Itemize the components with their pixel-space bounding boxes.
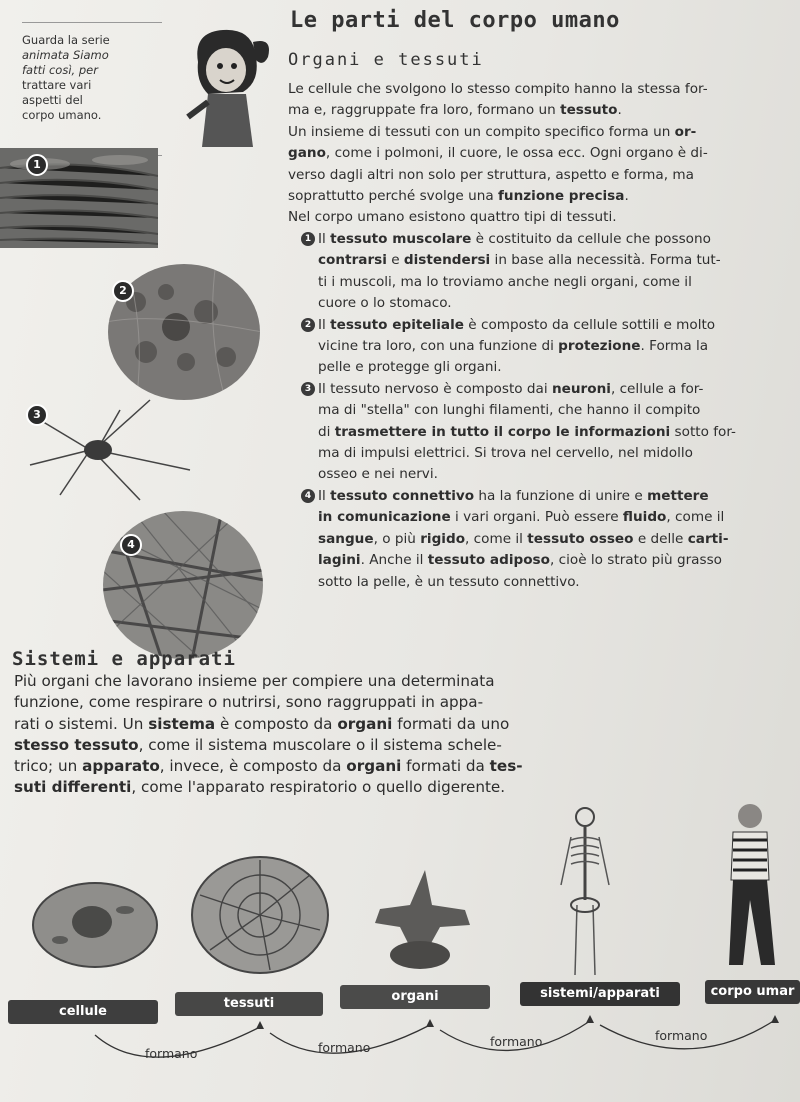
callout-line: fatti così, per [22,63,98,77]
text-line: Più organi che lavorano insieme per compiere una determinata [14,672,495,690]
photo-number-badge: 1 [26,154,48,176]
flow-tag-cells: cellule [8,1000,158,1024]
photo-number-badge: 3 [26,404,48,426]
skeleton-illustration [555,805,615,985]
tissue-number: 3 [301,382,315,396]
callout-line: corpo umano. [22,108,102,122]
tissue-illustration [190,855,330,975]
tissue-connective: 4 Il tessuto connettivo ha la funzione di unire e mettere in comunicazione i vari organi. Può essere fluido, come il sangue, o più rigido, come il tessuto osseo e delle carti- lagini. Anche il tessuto adiposo, cioè lo strato più grasso sotto la pelle, è un tessuto connettivo. [318,486,788,593]
text-line: rati o sistemi. Un sistema è composto da organi formati da uno [14,714,510,733]
photo-number-badge: 4 [120,534,142,556]
tissue-muscle: 1 Il tessuto muscolare è costituito da cellule che possono contrarsi e distendersi in base alla necessità. Forma tut- ti i muscoli, ma lo troviamo anche negli organi, come il cuore o lo stomaco. [318,229,788,315]
text-line: Le cellule che svolgono lo stesso compito hanno la stessa for- [288,81,708,97]
connective-tissue-photo [102,510,264,660]
callout-line: Guarda la serie [22,33,110,47]
tissue-number: 1 [301,232,315,246]
flow-tag-systems: sistemi/apparati [520,982,680,1006]
text-line: stesso tessuto, come il sistema muscolare o il sistema schele- [14,735,502,754]
muscle-tissue-photo [0,148,158,248]
flow-label-formano: formano [318,1040,371,1055]
text-line: trico; un apparato, invece, è composto da organi formati da tes- [14,757,523,776]
page-title: Le parti del corpo umano [290,8,620,33]
text-line: Un insieme di tessuti con un compito specifico forma un or- [288,123,697,140]
text-line: suti differenti, come l'apparato respiratorio o quello digerente. [14,778,506,797]
systems-text [14,671,574,799]
text-line: verso dagli altri non solo per struttura, aspetto e forma, ma [288,166,694,183]
text-line: Nel corpo umano esistono quattro tipi di tessuti. [288,209,617,226]
callout-line: animata Siamo [22,48,109,62]
tissue-epithelial: 2 Il tessuto epiteliale è composto da cellule sottili e molto vicine tra loro, con una funzione di protezione. Forma la pelle e protegge gli organi. [318,315,788,379]
vertebra-illustration [370,865,480,975]
tissue-number: 4 [301,489,315,503]
cartoon-character-illustration [168,22,278,152]
section-title-systems: Sistemi e apparati [12,648,236,670]
intro-text [288,79,788,229]
flow-tag-tissues: tessuti [175,992,323,1016]
neuron-illustration [20,390,200,510]
tissue-list [304,229,788,593]
flow-label-formano: formano [145,1046,198,1061]
tissue-number: 2 [301,318,315,332]
photo-number-badge: 2 [112,280,134,302]
text-line: soprattutto perché svolge una funzione precisa. [288,188,629,205]
video-callout [22,22,162,156]
flow-tag-organs: organi [340,985,490,1009]
text-line: gano, come i polmoni, il cuore, le ossa ecc. Ogni organo è di- [288,145,708,162]
flow-connectors [0,1015,800,1085]
tissue-nervous: 3 Il tessuto nervoso è composto dai neuroni, cellule a for- ma di "stella" con lunghi filamenti, che hanno il compito di trasmettere in tutto il corpo le informazioni sotto for- ma di impulsi elettrici. Si trova nel cervello, nel midollo osseo e nei nervi. [318,379,788,486]
cell-illustration [30,880,160,970]
flow-label-formano: formano [490,1034,543,1049]
flow-tag-human-body: corpo umar [705,980,800,1004]
text-line: funzione, come respirare o nutrirsi, sono raggruppati in appa- [14,693,484,712]
section-title-organs-tissues: Organi e tessuti [288,50,484,70]
callout-line: trattare vari [22,78,92,92]
child-photo [715,800,785,975]
flow-label-formano: formano [655,1028,708,1043]
callout-line: aspetti del [22,93,83,107]
text-line: ma e, raggruppate fra loro, formano un tessuto. [288,102,622,119]
